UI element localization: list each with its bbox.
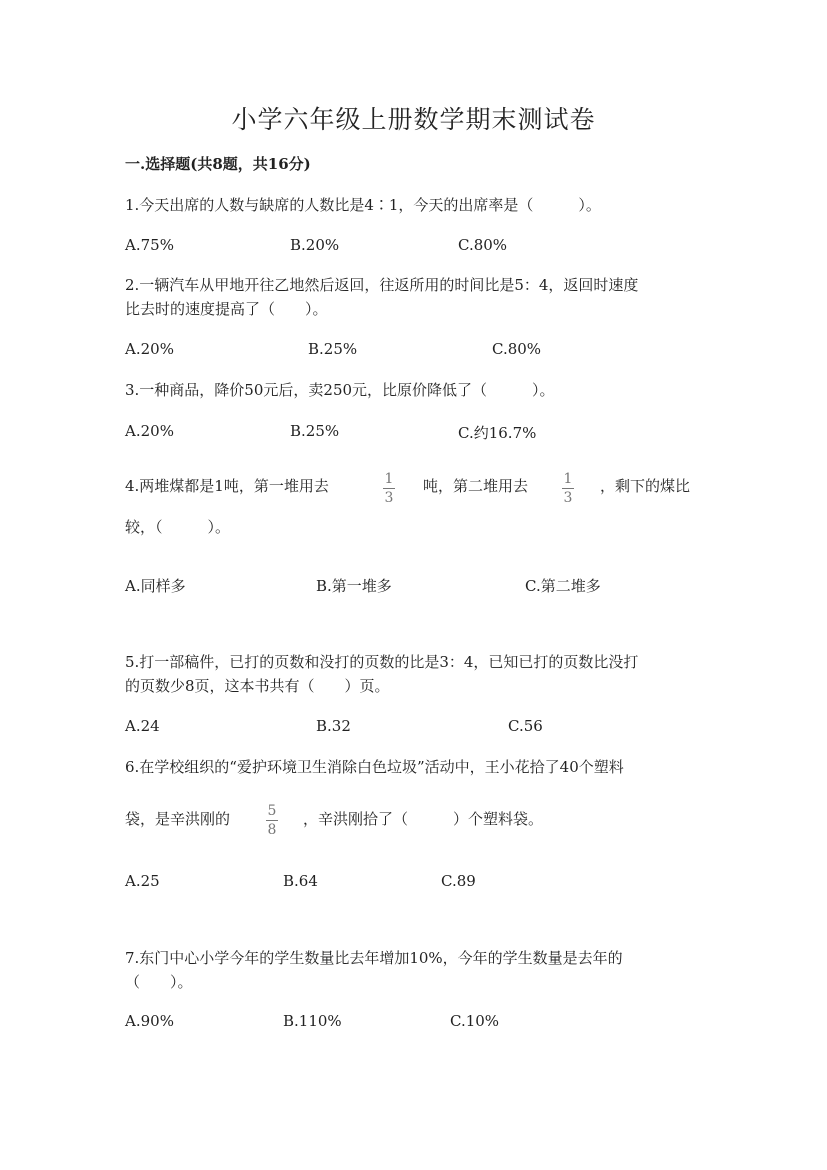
- question-4-text-line2: 较，（ ）。: [125, 518, 231, 536]
- question-2-text-line2: 比去时的速度提高了（ ）。: [125, 300, 328, 318]
- question-7-text-line2: （ ）。: [125, 973, 193, 991]
- question-2-option-c: C.80%: [492, 340, 542, 358]
- question-7-option-a: A.90%: [125, 1012, 174, 1030]
- question-7-option-c: C.10%: [450, 1012, 500, 1030]
- question-1-text: 1.今天出席的人数与缺席的人数比是4∶1，今天的出席率是（ ）。: [125, 196, 601, 214]
- question-6-text-part1: 袋，是辛洪刚的: [125, 810, 231, 828]
- question-5-option-b: B.32: [316, 717, 351, 735]
- question-4-text-part3: ，剩下的煤比: [600, 477, 691, 495]
- question-4-text-part1: 4.两堆煤都是1吨，第一堆用去: [125, 477, 329, 495]
- question-6-text-part2: ，辛洪刚拾了（ ）个塑料袋。: [303, 810, 544, 828]
- fraction-denominator: 8: [267, 822, 277, 838]
- fraction-bar: [562, 488, 574, 489]
- fraction-numerator: 1: [384, 471, 394, 487]
- question-4-option-c: C.第二堆多: [525, 577, 601, 595]
- question-5-option-c: C.56: [508, 717, 543, 735]
- question-3-option-a: A.20%: [125, 422, 174, 440]
- question-6-fraction: [266, 804, 278, 837]
- question-1-option-c: C.80%: [458, 236, 508, 254]
- fraction-numerator: 1: [563, 471, 573, 487]
- question-5-text-line2: 的页数少8页，这本书共有（ ）页。: [125, 677, 390, 695]
- page-title: 小学六年级上册数学期末测试卷: [231, 105, 596, 134]
- fraction-denominator: 3: [563, 490, 573, 506]
- fraction-numerator: 5: [267, 803, 277, 819]
- question-4-option-a: A.同样多: [125, 577, 186, 595]
- question-6-option-c: C.89: [441, 872, 476, 890]
- question-2-text-line1: 2.一辆汽车从甲地开往乙地然后返回，往返所用的时间比是5：4，返回时速度: [125, 276, 639, 294]
- question-5-text-line1: 5.打一部稿件，已打的页数和没打的页数的比是3：4，已知已打的页数比没打: [125, 653, 639, 671]
- question-3-option-b: B.25%: [290, 422, 340, 440]
- question-3-option-c: C.约16.7%: [458, 424, 537, 442]
- fraction-bar: [266, 820, 278, 821]
- question-7-text-line1: 7.东门中心小学今年的学生数量比去年增加10%，今年的学生数量是去年的: [125, 949, 623, 967]
- question-1-option-a: A.75%: [125, 236, 174, 254]
- question-2-option-b: B.25%: [308, 340, 358, 358]
- question-6-option-a: A.25: [125, 872, 160, 890]
- question-6-text-line1: 6.在学校组织的“爱护环境卫生消除白色垃圾”活动中，王小花拾了40个塑料: [125, 758, 624, 776]
- question-6-option-b: B.64: [283, 872, 318, 890]
- fraction-bar: [383, 488, 395, 489]
- section-heading: 一.选择题(共8题，共16分): [125, 155, 311, 173]
- question-4-option-b: B.第一堆多: [316, 577, 392, 595]
- question-4-fraction-2: [562, 472, 574, 505]
- question-4-text-part2: 吨，第二堆用去: [423, 477, 529, 495]
- question-2-option-a: A.20%: [125, 340, 174, 358]
- question-3-text: 3.一种商品，降价50元后，卖250元，比原价降低了（ ）。: [125, 381, 555, 399]
- fraction-denominator: 3: [384, 490, 394, 506]
- question-1-option-b: B.20%: [290, 236, 340, 254]
- question-4-fraction-1: [383, 472, 395, 505]
- question-5-option-a: A.24: [125, 717, 160, 735]
- question-7-option-b: B.110%: [283, 1012, 342, 1030]
